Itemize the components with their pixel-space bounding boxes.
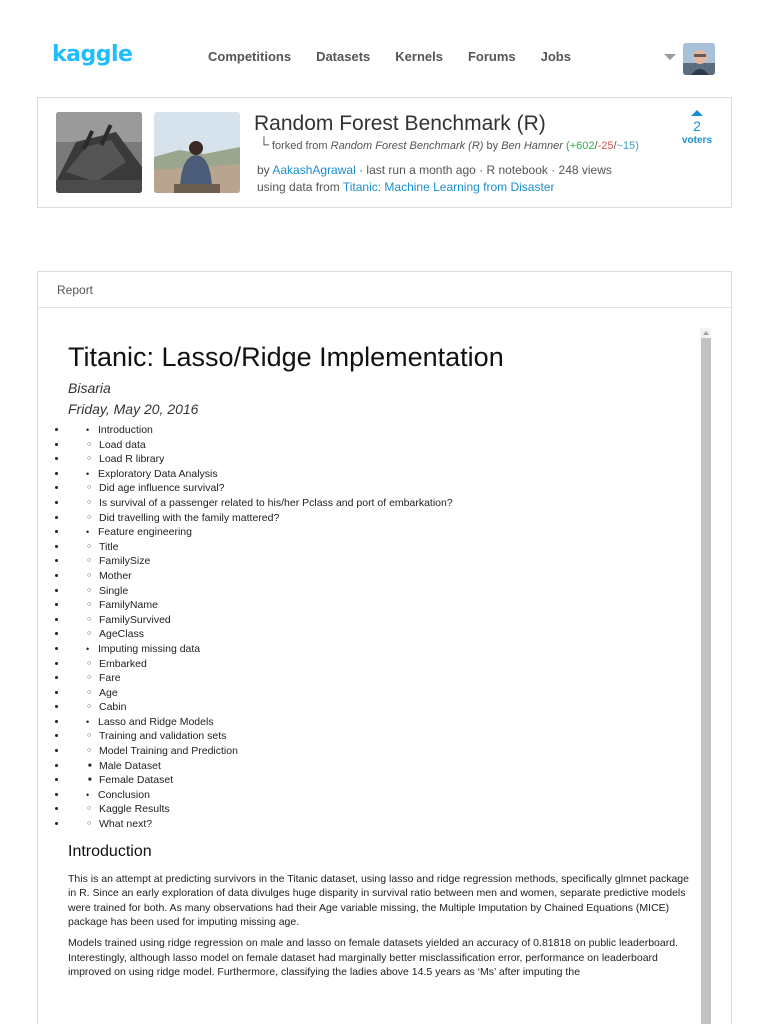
toc-item[interactable] [68, 817, 696, 832]
report-panel [37, 271, 732, 1024]
toc-item-label[interactable]: Load data [99, 438, 146, 451]
table-of-contents [68, 423, 696, 832]
toc-item[interactable] [68, 554, 696, 569]
toc-item-label[interactable]: Kaggle Results [99, 803, 170, 816]
toc-item-label[interactable]: Mother [99, 569, 132, 582]
toc-item[interactable] [68, 715, 696, 730]
toc-item-label[interactable]: FamilyName [99, 599, 158, 612]
kernel-stats: · last run a month ago · R notebook · 248 views [359, 163, 612, 177]
toc-item[interactable] [68, 759, 696, 774]
toc-item[interactable] [68, 642, 696, 657]
toc-item-label[interactable]: FamilySurvived [99, 613, 171, 626]
toc-item-label[interactable]: Exploratory Data Analysis [98, 467, 218, 480]
titanic-ship-image [56, 112, 142, 193]
author-thumbnail[interactable] [154, 112, 240, 193]
report-title: Titanic: Lasso/Ridge Implementation [68, 342, 504, 372]
toc-item-label[interactable]: Title [99, 540, 119, 553]
diff-open: ( [566, 140, 570, 152]
avatar-image [683, 43, 715, 75]
scroll-thumb[interactable] [701, 338, 711, 1024]
toc-item-label[interactable]: Introduction [98, 424, 153, 436]
toc-item[interactable] [68, 452, 696, 467]
toc-item-label[interactable]: AgeClass [99, 628, 144, 641]
nav-datasets[interactable]: Datasets [316, 49, 371, 64]
by-prefix: by [257, 163, 270, 177]
toc-item[interactable] [68, 627, 696, 642]
competition-thumbnail[interactable] [56, 112, 142, 193]
toc-item[interactable] [68, 613, 696, 628]
nav-kernels[interactable]: Kernels [395, 49, 443, 64]
toc-item-label[interactable]: Age [99, 686, 118, 699]
toc-item-label[interactable]: Fare [99, 672, 121, 685]
toc-item[interactable] [68, 788, 696, 803]
diff-close: ) [635, 140, 639, 152]
user-menu-caret-icon[interactable] [664, 54, 676, 60]
kernel-meta [257, 162, 612, 196]
vote-count: 2 [693, 118, 701, 134]
toc-item[interactable] [68, 657, 696, 672]
scroll-up-arrow-icon[interactable] [700, 328, 711, 338]
toc-item-label[interactable]: What next? [99, 818, 153, 831]
toc-item-label[interactable]: Imputing missing data [98, 642, 201, 655]
toc-item[interactable] [68, 773, 696, 788]
kernel-meta-line-1 [257, 162, 612, 179]
introduction-paragraph-1: This is an attempt at predicting survivors in the Titanic dataset, using lasso and ridge regression methods, specifically glmnet package in R. Since an early exploration of data divulges huge disparity in survival ratio between men and women, separate predictive models were trained for both. As many observations had their Age variable missing, the Multiple Imputation by Chained Equations (MICE) package has been used for imputing missing age. [68, 872, 689, 929]
diff-sep-2: / [613, 140, 617, 152]
toc-item-label[interactable]: Conclusion [98, 788, 150, 801]
kernel-title: Random Forest Benchmark (R) [254, 112, 546, 135]
toc-item[interactable] [68, 598, 696, 613]
person-photo-image [154, 112, 240, 193]
toc-item[interactable] [68, 671, 696, 686]
top-navigation [0, 0, 768, 100]
toc-item-label[interactable]: Training and validation sets [99, 730, 227, 743]
toc-item-label[interactable]: Embarked [99, 657, 147, 670]
diff-sep-1: / [594, 140, 598, 152]
fork-author-link[interactable]: Ben Hamner [501, 140, 563, 152]
toc-item[interactable] [68, 540, 696, 555]
fork-by: by [486, 140, 499, 152]
toc-item[interactable] [68, 438, 696, 453]
introduction-paragraph-2: Models trained using ridge regression on male and lasso on female datasets yielded an accuracy of 0.81818 on public leaderboard. Interestingly, although lasso model on female dataset had marginally better misclassification error, performance on leaderboard improved on using ridge model. Furthermore, classifying the ladies above 14.5 years as ‘Ms’ after imputing the [68, 937, 678, 979]
toc-item[interactable] [68, 525, 696, 540]
author-link[interactable]: AakashAgrawal [272, 163, 356, 177]
voters-label[interactable]: voters [681, 135, 712, 146]
fork-info [259, 136, 639, 152]
toc-item[interactable] [68, 481, 696, 496]
report-author: Bisaria [68, 380, 111, 396]
toc-item[interactable] [68, 584, 696, 599]
toc-item-label[interactable]: Female Dataset [99, 774, 174, 787]
main-nav [208, 49, 571, 64]
toc-item-label[interactable]: Lasso and Ridge Models [98, 715, 214, 728]
introduction-heading: Introduction [68, 842, 152, 860]
report-date: Friday, May 20, 2016 [68, 401, 199, 417]
toc-item-label[interactable]: Feature engineering [98, 526, 192, 539]
toc-item-label[interactable]: Load R library [99, 453, 165, 466]
user-avatar[interactable] [683, 43, 715, 75]
kaggle-logo[interactable]: kaggle [52, 42, 133, 67]
toc-item[interactable] [68, 423, 696, 438]
toc-item-label[interactable]: Did age influence survival? [99, 482, 225, 495]
toc-item-label[interactable]: Single [99, 584, 129, 597]
notebook-output [68, 340, 696, 980]
toc-item[interactable] [68, 700, 696, 715]
toc-item-label[interactable]: Cabin [99, 701, 127, 714]
using-prefix: using data from [257, 180, 340, 194]
report-tab[interactable]: Report [38, 272, 731, 308]
upvote-button[interactable] [678, 110, 716, 146]
toc-item-label[interactable]: Male Dataset [99, 759, 161, 772]
upvote-arrow-icon[interactable] [691, 110, 703, 116]
nav-competitions[interactable]: Competitions [208, 49, 292, 64]
diff-deletions: -25 [597, 140, 614, 152]
toc-item[interactable] [68, 744, 696, 759]
toc-item[interactable] [68, 511, 696, 526]
toc-item-label[interactable]: Model Training and Prediction [99, 745, 238, 758]
toc-item[interactable] [68, 729, 696, 744]
nav-jobs[interactable]: Jobs [540, 49, 571, 64]
diff-additions: +602 [569, 140, 595, 152]
toc-item[interactable] [68, 802, 696, 817]
fork-prefix: forked from [271, 140, 328, 152]
toc-item-label[interactable]: FamilySize [99, 555, 151, 568]
nav-forums[interactable]: Forums [467, 49, 516, 64]
toc-item[interactable] [68, 686, 696, 701]
diff-changes: ~15 [616, 140, 636, 152]
toc-item[interactable] [68, 496, 696, 511]
dataset-link[interactable]: Titanic: Machine Learning from Disaster [342, 180, 555, 194]
report-scrollbar[interactable] [700, 328, 711, 1024]
toc-item-label[interactable]: Did travelling with the family mattered? [99, 511, 280, 524]
fork-corner-icon: └ [259, 136, 269, 152]
toc-item[interactable] [68, 569, 696, 584]
fork-source-link[interactable]: Random Forest Benchmark (R) [330, 140, 484, 152]
kernel-header-card [37, 97, 732, 208]
kernel-meta-line-2 [257, 179, 612, 196]
toc-item-label[interactable]: Is survival of a passenger related to his/her Pclass and port of embarkation? [99, 496, 453, 509]
toc-item[interactable] [68, 467, 696, 482]
